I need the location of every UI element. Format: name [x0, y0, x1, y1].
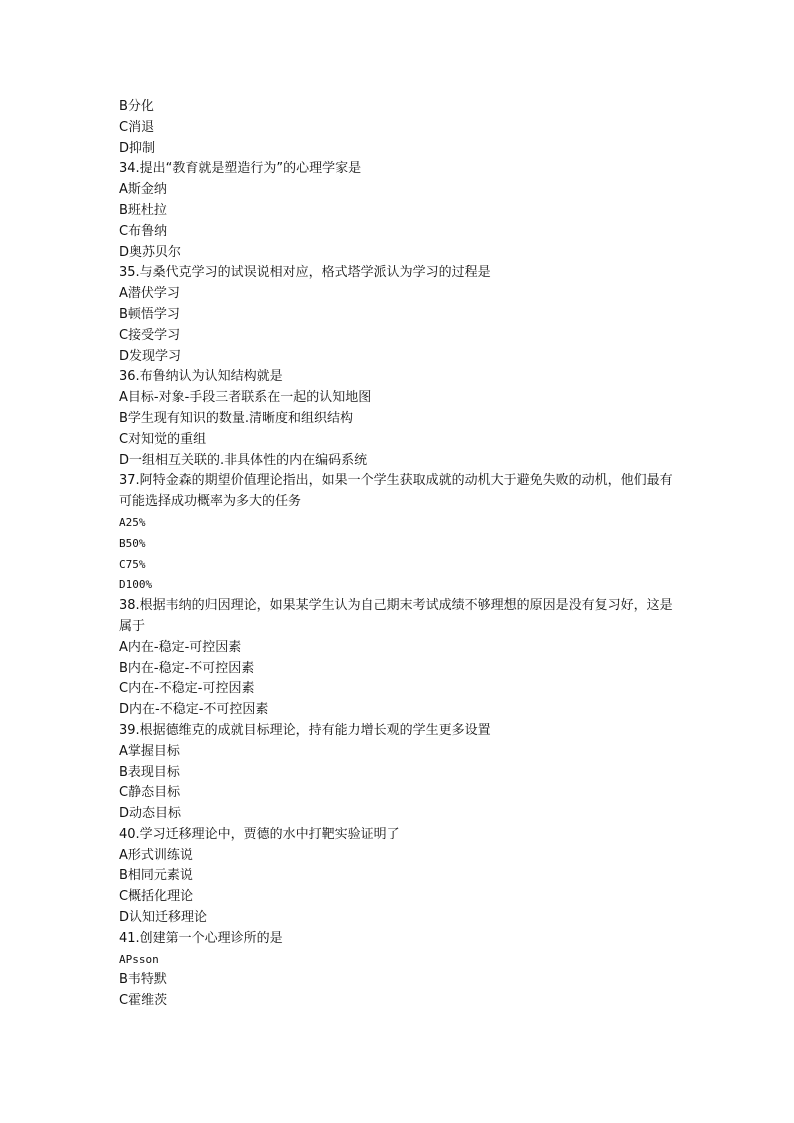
- option-a: A形式训练说: [119, 847, 193, 863]
- option-a: A25%: [119, 515, 146, 529]
- option-b: B韦特默: [119, 972, 167, 988]
- question-35: 35.与桑代克学习的试误说相对应，格式塔学派认为学习的过程是: [119, 265, 491, 281]
- option-c: C概括化理论: [119, 889, 194, 905]
- question-38: 38.根据韦纳的归因理论，如果某学生认为自己期末考试成绩不够理想的原因是没有复习好，这是属于: [119, 598, 673, 634]
- option-a: A目标-对象-手段三者联系在一起的认知地图: [119, 390, 372, 406]
- option-b: B50%: [119, 536, 146, 550]
- option-a: A斯金纳: [119, 182, 167, 198]
- option-d: D100%: [119, 578, 153, 592]
- option-a: A掌握目标: [119, 743, 180, 759]
- option-d: D抑制: [119, 140, 156, 156]
- question-39: 39.根据德维克的成就目标理论，持有能力增长观的学生更多设置: [119, 722, 491, 738]
- option-b: B内在-稳定-不可控因素: [119, 660, 255, 676]
- option-c: C霍维茨: [119, 993, 168, 1009]
- option-d: D奥苏贝尔: [119, 244, 182, 260]
- option-b: B顿悟学习: [119, 306, 180, 322]
- option-d: D动态目标: [119, 806, 182, 822]
- option-a: APsson: [119, 952, 159, 966]
- option-d: D内在-不稳定-不可控因素: [119, 702, 269, 718]
- option-c: C布鲁纳: [119, 223, 168, 239]
- question-list: [119, 97, 679, 1012]
- option-b: B班杜拉: [119, 202, 167, 218]
- option-d: D认知迁移理论: [119, 910, 208, 926]
- question-41: 41.创建第一个心理诊所的是: [119, 930, 283, 946]
- option-b: B学生现有知识的数量.清晰度和组织结构: [119, 410, 354, 426]
- option-c: C对知觉的重组: [119, 431, 207, 447]
- option-a: A潜伏学习: [119, 286, 180, 302]
- option-d: D一组相互关联的.非具体性的内在编码系统: [119, 452, 368, 468]
- option-b: B相同元素说: [119, 868, 193, 884]
- option-a: A内在-稳定-可控因素: [119, 639, 242, 655]
- question-34: 34.提出“教育就是塑造行为”的心理学家是: [119, 161, 362, 177]
- question-36: 36.布鲁纳认为认知结构就是: [119, 369, 283, 385]
- option-b: B分化: [119, 99, 154, 114]
- option-c: C静态目标: [119, 785, 181, 801]
- option-b: B表现目标: [119, 764, 180, 780]
- question-37: 37.阿特金森的期望价值理论指出，如果一个学生获取成就的动机大于避免失败的动机，他们最有可能选择成功概率为多大的任务: [119, 473, 673, 510]
- option-c: C75%: [119, 557, 146, 571]
- option-c: C消退: [119, 119, 155, 135]
- question-40: 40.学习迁移理论中，贾德的水中打靶实验证明了: [119, 826, 400, 842]
- option-c: C内在-不稳定-可控因素: [119, 681, 255, 697]
- option-d: D发现学习: [119, 348, 182, 364]
- option-c: C接受学习: [119, 327, 181, 343]
